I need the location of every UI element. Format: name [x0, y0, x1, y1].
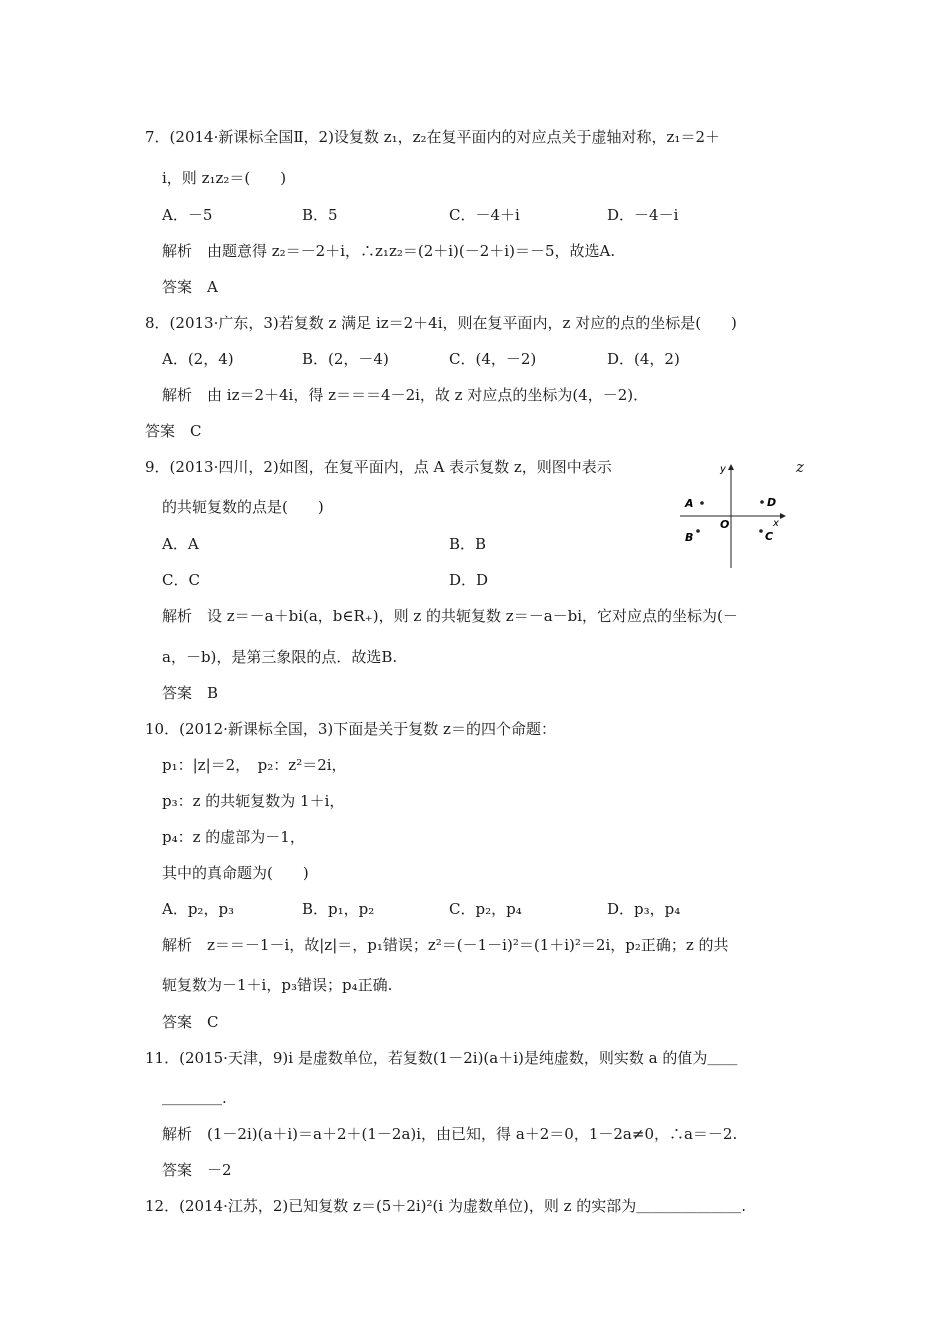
q9-stem-z: z [796, 458, 804, 476]
complex-plane-figure [676, 460, 796, 570]
q10-proposition-p4: p₄：z 的虚部为－1， [162, 828, 305, 846]
q7-stem-line2: i，则 z₁z₂＝( ) [162, 169, 287, 187]
q7-option-b: B．5 [302, 206, 338, 224]
q7-stem-line1: 7．(2014·新课标全国Ⅱ，2)设复数 z₁，z₂在复平面内的对应点关于虚轴对称，z₁＝2＋ [145, 128, 720, 146]
q10-option-b: B．p₁，p₂ [302, 900, 375, 918]
y-axis-arrow-icon [728, 464, 734, 470]
q8-analysis: 解析 由 iz＝2＋4i，得 z＝＝＝4－2i，故 z 对应点的坐标为(4，－2)． [162, 386, 649, 404]
q11-stem-line1: 11．(2015·天津，9)i 是虚数单位，若复数(1－2i)(a＋i)是纯虚数，则实数 a 的值为＿＿ [145, 1049, 738, 1067]
q7-option-a: A．－5 [162, 206, 213, 224]
point-c-dot [759, 529, 763, 533]
q7-analysis: 解析 由题意得 z₂＝－2＋i，∴z₁z₂＝(2＋i)(－2＋i)＝－5，故选A. [162, 242, 616, 260]
q11-analysis: 解析 (1－2i)(a＋i)＝a＋2＋(1－2a)i，由已知，得 a＋2＝0，1－2a≠0，∴a＝－2. [162, 1125, 738, 1143]
q8-option-a: A．(2，4) [162, 350, 234, 368]
q8-option-c: C．(4，－2) [449, 350, 537, 368]
point-b-label: B [685, 531, 694, 544]
origin-label: O [720, 518, 730, 531]
q9-option-c: C．C [162, 571, 200, 589]
q9-stem-line1: 9．(2013·四川，2)如图，在复平面内，点 A 表示复数 z，则图中表示 [145, 458, 612, 476]
q10-question: 其中的真命题为( ) [162, 864, 309, 882]
q10-option-c: C．p₂，p₄ [449, 900, 522, 918]
x-axis-label: x [773, 518, 779, 529]
q7-option-d: D．－4－i [607, 206, 679, 224]
q10-stem-line1: 10．(2012·新课标全国，3)下面是关于复数 z＝的四个命题： [145, 720, 556, 738]
y-axis-label: y [720, 464, 726, 475]
q7-option-c: C．－4＋i [449, 206, 520, 224]
point-c-label: C [765, 530, 774, 543]
q12-stem-line1: 12．(2014·江苏，2)已知复数 z＝(5＋2i)²(i 为虚数单位)，则 z 的实部为＿＿＿＿＿＿＿. [145, 1197, 747, 1215]
point-d-dot [760, 500, 764, 504]
q10-proposition-p1-p2: p₁：|z|＝2， p₂：z²＝2i， [162, 756, 347, 774]
q11-stem-line2: ＿＿＿＿. [162, 1089, 227, 1107]
q9-option-a: A．A [162, 535, 199, 553]
q7-answer: 答案 A [162, 278, 218, 296]
q10-option-a: A．p₂，p₃ [162, 900, 235, 918]
point-d-label: D [767, 496, 777, 509]
point-a-dot [700, 501, 704, 505]
q10-option-d: D．p₃，p₄ [607, 900, 681, 918]
q11-answer: 答案 －2 [162, 1161, 232, 1179]
q8-stem-line1: 8．(2013·广东，3)若复数 z 满足 iz＝2＋4i，则在复平面内，z 对应的点的坐标是( ) [145, 314, 737, 332]
q8-answer: 答案 C [145, 422, 202, 440]
point-a-label: A [685, 497, 694, 510]
q10-analysis-line2: 轭复数为－1＋i，p₃错误；p₄正确. [162, 976, 393, 994]
x-axis-arrow-icon [780, 513, 786, 519]
q9-stem-line2: 的共轭复数的点是( ) [162, 498, 324, 516]
q8-option-d: D．(4，2) [607, 350, 680, 368]
q9-analysis-line2: a，－b)，是第三象限的点．故选B. [162, 648, 398, 666]
q9-analysis-line1: 解析 设 z＝－a＋bi(a，b∈R₊)，则 z 的共轭复数 z＝－a－bi，它对应点的坐标为(－ [162, 607, 738, 625]
q9-option-d: D．D [449, 571, 489, 589]
q10-proposition-p3: p₃：z 的共轭复数为 1＋i， [162, 792, 345, 810]
q8-option-b: B．(2，－4) [302, 350, 389, 368]
q9-option-b: B．B [449, 535, 487, 553]
point-b-dot [696, 529, 700, 533]
q10-answer: 答案 C [162, 1013, 219, 1031]
q9-answer: 答案 B [162, 684, 219, 702]
q10-analysis-line1: 解析 z＝＝－1－i，故|z|＝，p₁错误；z²＝(－1－i)²＝(1＋i)²＝2i，p₂正确；z 的共 [162, 936, 729, 954]
